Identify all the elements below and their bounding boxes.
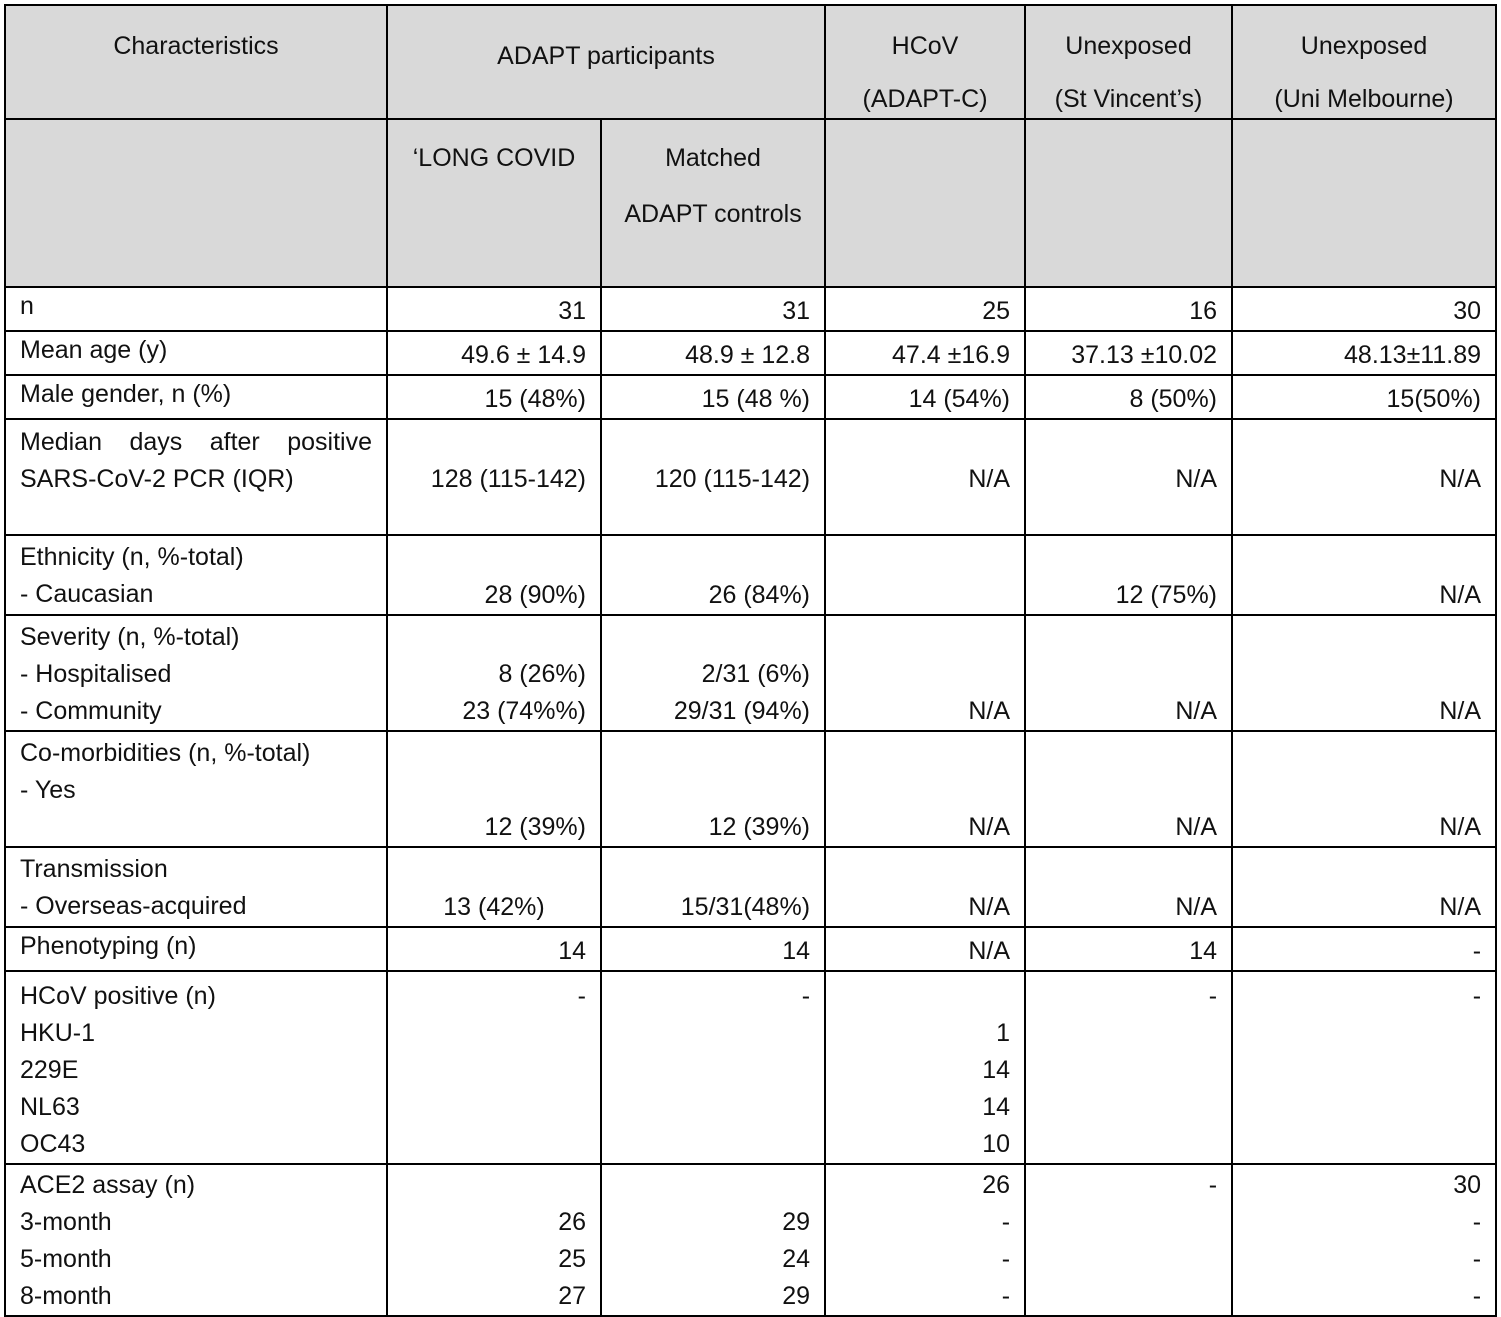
cell-value: 12 (39%) xyxy=(387,731,601,847)
cell-value: 48.13±11.89 xyxy=(1232,331,1496,375)
cell-value: 28 (90%) xyxy=(387,535,601,615)
subheader-matched-controls: Matched ADAPT controls xyxy=(601,119,825,287)
row-label: ACE2 assay (n) 3-month 5-month 8-month xyxy=(5,1164,387,1316)
cell-value: 26 - - - xyxy=(825,1164,1025,1316)
cell-value: 15(50%) xyxy=(1232,375,1496,419)
cell-value: - xyxy=(601,971,825,1164)
cell-value: N/A xyxy=(825,731,1025,847)
cell-value: N/A xyxy=(825,419,1025,535)
cell-value: 37.13 ±10.02 xyxy=(1025,331,1232,375)
cell-value: N/A xyxy=(825,847,1025,927)
cell-value: - xyxy=(1025,1164,1232,1316)
cell-value: 1 14 14 10 xyxy=(825,971,1025,1164)
cell-value: 8 (26%) 23 (74%%) xyxy=(387,615,601,731)
cell-value xyxy=(825,535,1025,615)
cell-value: N/A xyxy=(1232,847,1496,927)
cell-value: 49.6 ± 14.9 xyxy=(387,331,601,375)
cell-value: 30 - - - xyxy=(1232,1164,1496,1316)
cell-value: N/A xyxy=(1025,847,1232,927)
table-row xyxy=(5,535,1496,615)
cell-value: 31 xyxy=(601,287,825,331)
cell-value: 26 (84%) xyxy=(601,535,825,615)
cell-value: N/A xyxy=(1232,615,1496,731)
table-row xyxy=(5,971,1496,1164)
row-label: Male gender, n (%) xyxy=(5,375,387,419)
cell-value: 120 (115-142) xyxy=(601,419,825,535)
table-row xyxy=(5,847,1496,927)
cell-value: 2/31 (6%) 29/31 (94%) xyxy=(601,615,825,731)
cell-value: N/A xyxy=(1232,535,1496,615)
characteristics-table xyxy=(4,4,1497,1317)
cell-value: - xyxy=(1232,927,1496,971)
table-row xyxy=(5,615,1496,731)
row-label: Mean age (y) xyxy=(5,331,387,375)
cell-value: 8 (50%) xyxy=(1025,375,1232,419)
header-characteristics: Characteristics xyxy=(5,5,387,119)
row-label: Ethnicity (n, %-total) - Caucasian xyxy=(5,535,387,615)
row-label: n xyxy=(5,287,387,331)
cell-value: 15 (48%) xyxy=(387,375,601,419)
header-unexposed-uni-melbourne: Unexposed (Uni Melbourne) xyxy=(1232,5,1496,119)
cell-value: 30 xyxy=(1232,287,1496,331)
table-row xyxy=(5,927,1496,971)
cell-value: 14 xyxy=(601,927,825,971)
cell-value: 47.4 ±16.9 xyxy=(825,331,1025,375)
cell-value: 12 (39%) xyxy=(601,731,825,847)
cell-value: N/A xyxy=(1025,615,1232,731)
table-row xyxy=(5,375,1496,419)
header-hcov: HCoV (ADAPT-C) xyxy=(825,5,1025,119)
cell-value: 14 (54%) xyxy=(825,375,1025,419)
row-label: Transmission - Overseas-acquired xyxy=(5,847,387,927)
row-label: Co-morbidities (n, %-total) - Yes xyxy=(5,731,387,847)
row-label: HCoV positive (n) HKU-1 229E NL63 OC43 xyxy=(5,971,387,1164)
subheader-empty xyxy=(1025,119,1232,287)
cell-value: 48.9 ± 12.8 xyxy=(601,331,825,375)
cell-value: - xyxy=(1232,971,1496,1164)
table-row xyxy=(5,1164,1496,1316)
cell-value: 15/31(48%) xyxy=(601,847,825,927)
subheader-empty xyxy=(5,119,387,287)
cell-value: 29 24 29 xyxy=(601,1164,825,1316)
subheader-long-covid: ‘LONG COVID xyxy=(387,119,601,287)
cell-value: 13 (42%) xyxy=(387,847,601,927)
table-row xyxy=(5,419,1496,535)
subheader-empty xyxy=(825,119,1025,287)
cell-value: 25 xyxy=(825,287,1025,331)
table-row xyxy=(5,731,1496,847)
row-label: Median days after positive SARS-CoV-2 PCR (IQR) xyxy=(5,419,387,535)
cell-value: N/A xyxy=(825,927,1025,971)
cell-value: - xyxy=(387,971,601,1164)
cell-value: 128 (115-142) xyxy=(387,419,601,535)
cell-value: N/A xyxy=(1232,419,1496,535)
cell-value: - xyxy=(1025,971,1232,1164)
table-row xyxy=(5,287,1496,331)
cell-value: N/A xyxy=(1025,419,1232,535)
cell-value: 26 25 27 xyxy=(387,1164,601,1316)
cell-value: 12 (75%) xyxy=(1025,535,1232,615)
row-label: Phenotyping (n) xyxy=(5,927,387,971)
header-unexposed-st-vincents: Unexposed (St Vincent’s) xyxy=(1025,5,1232,119)
cell-value: N/A xyxy=(825,615,1025,731)
cell-value: 15 (48 %) xyxy=(601,375,825,419)
header-adapt-participants: ADAPT participants xyxy=(387,5,825,119)
cell-value: 14 xyxy=(387,927,601,971)
cell-value: 16 xyxy=(1025,287,1232,331)
cell-value: 14 xyxy=(1025,927,1232,971)
table-row xyxy=(5,331,1496,375)
cell-value: N/A xyxy=(1025,731,1232,847)
cell-value: 31 xyxy=(387,287,601,331)
row-label: Severity (n, %-total) - Hospitalised - Community xyxy=(5,615,387,731)
cell-value: N/A xyxy=(1232,731,1496,847)
subheader-empty xyxy=(1232,119,1496,287)
